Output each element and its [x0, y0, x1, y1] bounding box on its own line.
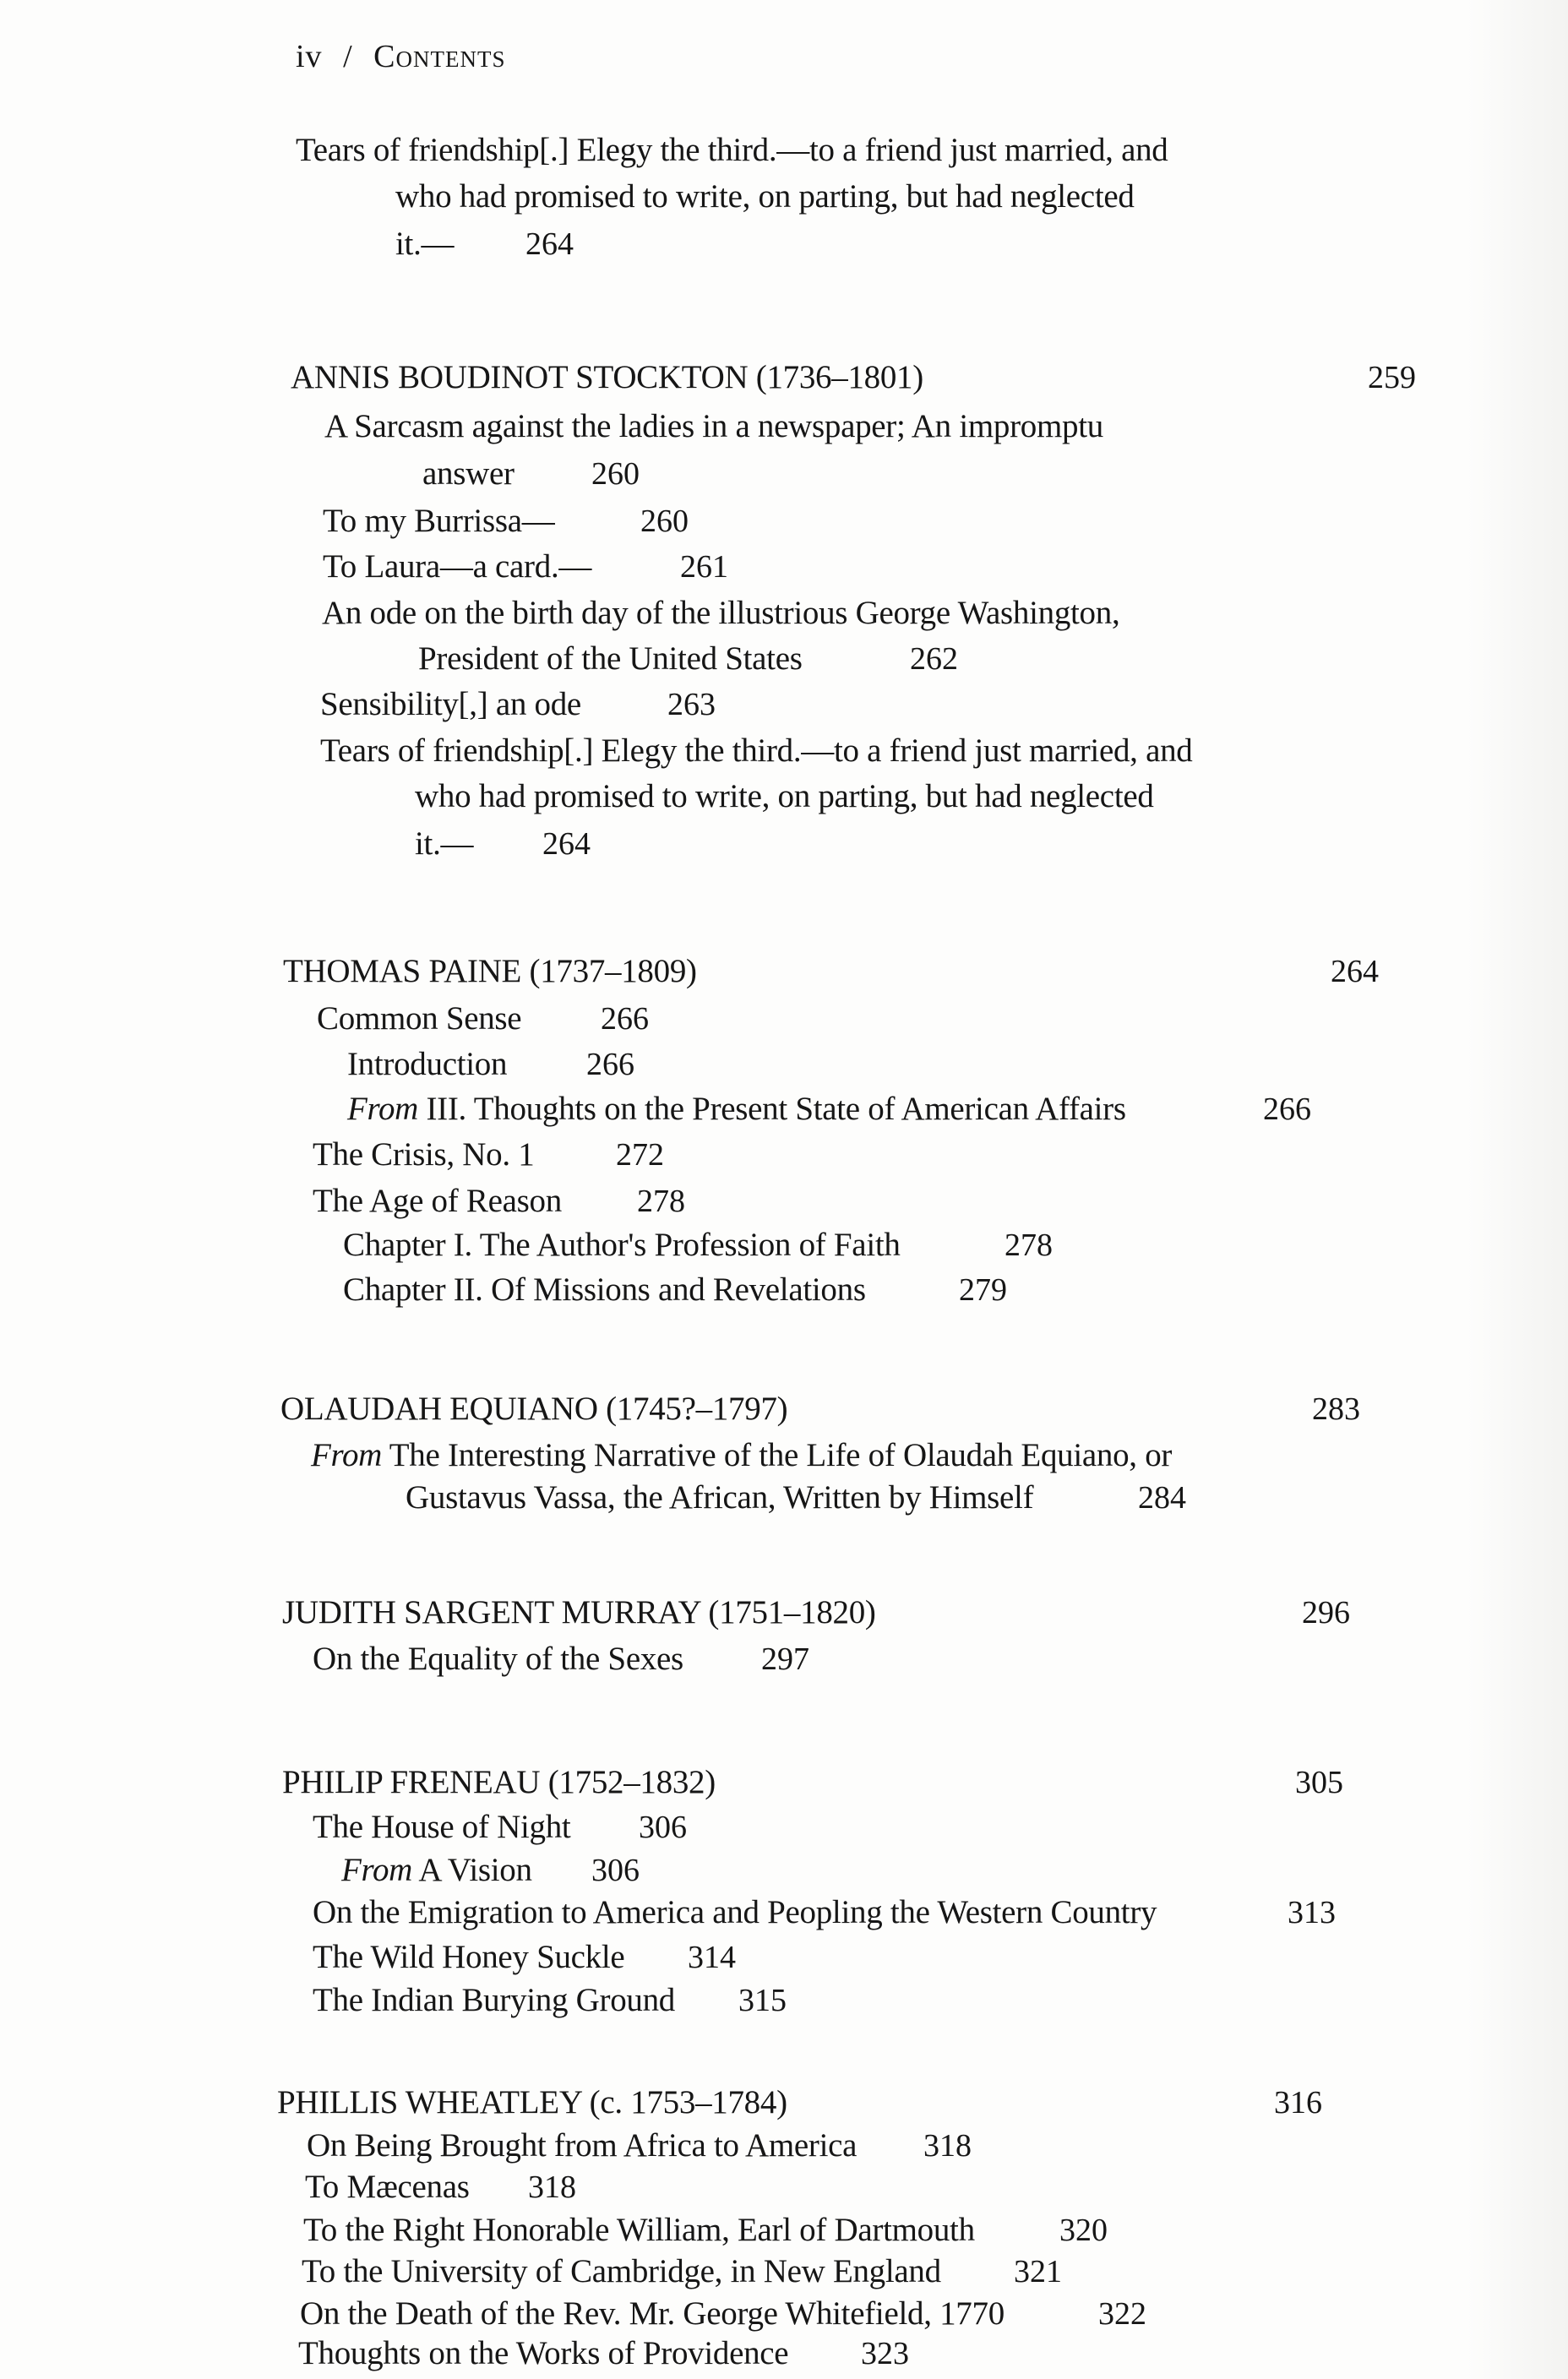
page-number: 278	[637, 1184, 685, 1219]
page-number: 297	[761, 1641, 809, 1677]
entry-title: answer	[422, 455, 514, 492]
toc-entry	[303, 2211, 975, 2250]
entry-title: who had promised to write, on parting, but had neglected	[395, 178, 1135, 215]
page-number: 296	[1302, 1595, 1350, 1630]
entry-title: The House of Night	[313, 1809, 571, 1845]
entry-title: The Interesting Narrative of the Life of Olaudah Equiano, or	[389, 1437, 1173, 1473]
page-number: 272	[616, 1137, 664, 1173]
entry-title: it.—	[415, 825, 474, 862]
page-number: 264	[542, 826, 591, 862]
page-number: 313	[1288, 1895, 1336, 1930]
page-number: 323	[861, 2336, 909, 2371]
toc-entry	[298, 2334, 788, 2373]
toc-entry	[302, 2252, 941, 2291]
toc-entry	[317, 999, 521, 1038]
toc-entry	[341, 1851, 532, 1890]
entry-title: Chapter II. Of Missions and Revelations	[343, 1271, 866, 1308]
toc-entry	[323, 502, 554, 541]
toc-entry	[322, 594, 1119, 633]
toc-entry	[323, 547, 591, 586]
toc-entry	[406, 1478, 1033, 1517]
page-number: 266	[1263, 1092, 1311, 1127]
entry-title: To Mæcenas	[305, 2169, 470, 2205]
toc-entry	[324, 407, 1103, 446]
from-prefix: From	[347, 1091, 419, 1127]
entry-title: The Indian Burying Ground	[313, 1982, 676, 2018]
header-title: Contents	[373, 39, 506, 74]
toc-entry	[347, 1045, 507, 1084]
page-number: 263	[667, 687, 716, 722]
page-number: 262	[910, 641, 958, 677]
page-number: 266	[586, 1047, 634, 1082]
page-number: 278	[1004, 1228, 1053, 1263]
toc-entry	[418, 640, 803, 678]
toc-entry	[395, 225, 454, 264]
entry-title: President of the United States	[418, 640, 803, 677]
toc-entry	[415, 777, 1154, 816]
entry-title: To my Burrissa—	[323, 503, 555, 539]
author-heading	[277, 2083, 787, 2122]
page-number: 305	[1295, 1765, 1343, 1800]
page-number: 315	[738, 1983, 787, 2018]
toc-entry	[313, 1135, 534, 1174]
entry-title: The Crisis, No. 1	[313, 1136, 535, 1173]
author-heading	[282, 1593, 876, 1632]
page-number: 306	[639, 1810, 687, 1845]
toc-entry	[395, 177, 1135, 216]
toc-entry	[422, 455, 514, 493]
page-number: 306	[591, 1853, 640, 1888]
page-number: 283	[1312, 1391, 1360, 1427]
from-prefix: From	[341, 1852, 413, 1888]
toc-entry	[313, 1640, 683, 1679]
toc-entry	[347, 1090, 1126, 1129]
entry-title: it.—	[395, 226, 455, 262]
entry-title: JUDITH SARGENT MURRAY (1751–1820)	[282, 1594, 876, 1630]
entry-title: Chapter I. The Author's Profession of Faith	[343, 1227, 901, 1263]
entry-title: To the University of Cambridge, in New England	[302, 2253, 941, 2289]
toc-entry	[307, 2126, 857, 2165]
entry-title: Common Sense	[317, 1000, 522, 1037]
entry-title: OLAUDAH EQUIANO (1745?–1797)	[280, 1391, 788, 1427]
entry-title: Tears of friendship[.] Elegy the third.—to a friend just married, and	[296, 132, 1168, 168]
page-number: 284	[1138, 1480, 1186, 1516]
header-separator: /	[343, 39, 353, 74]
author-heading	[282, 1763, 716, 1802]
page-number: 321	[1014, 2254, 1062, 2289]
entry-title: PHILIP FRENEAU (1752–1832)	[282, 1764, 716, 1800]
toc-entry	[343, 1226, 901, 1265]
author-heading	[280, 1390, 787, 1429]
author-heading	[291, 358, 923, 397]
toc-entry	[320, 732, 1193, 770]
page-number: 314	[688, 1940, 736, 1975]
toc-entry	[313, 1808, 570, 1847]
entry-title: Introduction	[347, 1046, 508, 1082]
toc-entry	[311, 1436, 1172, 1475]
running-header	[296, 37, 505, 76]
toc-entry	[296, 131, 1168, 170]
page-number: 264	[525, 226, 574, 262]
toc-entry	[305, 2168, 470, 2207]
toc-entry	[320, 685, 581, 724]
entry-title: On the Death of the Rev. Mr. George Whitefield, 1770	[300, 2295, 1004, 2332]
author-heading	[283, 952, 697, 991]
entry-title: An ode on the birth day of the illustrious George Washington,	[322, 595, 1120, 631]
page-edge-shadow	[1467, 0, 1568, 2379]
entry-title: A Vision	[418, 1852, 532, 1888]
entry-title: Gustavus Vassa, the African, Written by Himself	[406, 1479, 1034, 1516]
entry-title: who had promised to write, on parting, but had neglected	[415, 778, 1154, 814]
entry-title: The Wild Honey Suckle	[313, 1939, 625, 1975]
page-number: 260	[640, 504, 689, 539]
entry-title: THOMAS PAINE (1737–1809)	[283, 953, 697, 989]
page-numeral: iv	[296, 39, 323, 74]
entry-title: PHILLIS WHEATLEY (c. 1753–1784)	[277, 2084, 787, 2120]
entry-title: Sensibility[,] an ode	[320, 686, 581, 722]
page-number: 279	[959, 1272, 1007, 1308]
entry-title: On the Emigration to America and Peopling the Western Country	[313, 1894, 1157, 1930]
page-number: 318	[528, 2169, 576, 2205]
entry-title: A Sarcasm against the ladies in a newspaper; An impromptu	[324, 408, 1103, 444]
entry-title: On Being Brought from Africa to America	[307, 2127, 858, 2164]
page-number: 322	[1098, 2296, 1146, 2332]
toc-entry	[313, 1182, 562, 1221]
entry-title: To the Right Honorable William, Earl of Dartmouth	[303, 2212, 975, 2248]
entry-title: III. Thoughts on the Present State of American Affairs	[426, 1091, 1126, 1127]
entry-title: Tears of friendship[.] Elegy the third.—to a friend just married, and	[320, 732, 1193, 769]
toc-entry	[313, 1893, 1157, 1932]
toc-entry	[343, 1271, 866, 1309]
page-number: 261	[680, 549, 728, 585]
page-number: 260	[591, 456, 640, 492]
page-number: 320	[1059, 2213, 1108, 2248]
page-number: 264	[1331, 954, 1379, 989]
from-prefix: From	[311, 1437, 383, 1473]
entry-title: To Laura—a card.—	[323, 548, 592, 585]
page-number: 259	[1368, 360, 1416, 395]
toc-entry	[313, 1981, 675, 2020]
page-number: 266	[601, 1001, 649, 1037]
entry-title: Thoughts on the Works of Providence	[298, 2335, 789, 2371]
toc-entry	[415, 825, 473, 863]
entry-title: On the Equality of the Sexes	[313, 1641, 683, 1677]
page-number: 318	[923, 2128, 972, 2164]
page-number: 316	[1274, 2085, 1322, 2120]
toc-entry	[313, 1938, 624, 1977]
entry-title: ANNIS BOUDINOT STOCKTON (1736–1801)	[291, 359, 923, 395]
entry-title: The Age of Reason	[313, 1183, 562, 1219]
toc-entry	[300, 2295, 1004, 2333]
